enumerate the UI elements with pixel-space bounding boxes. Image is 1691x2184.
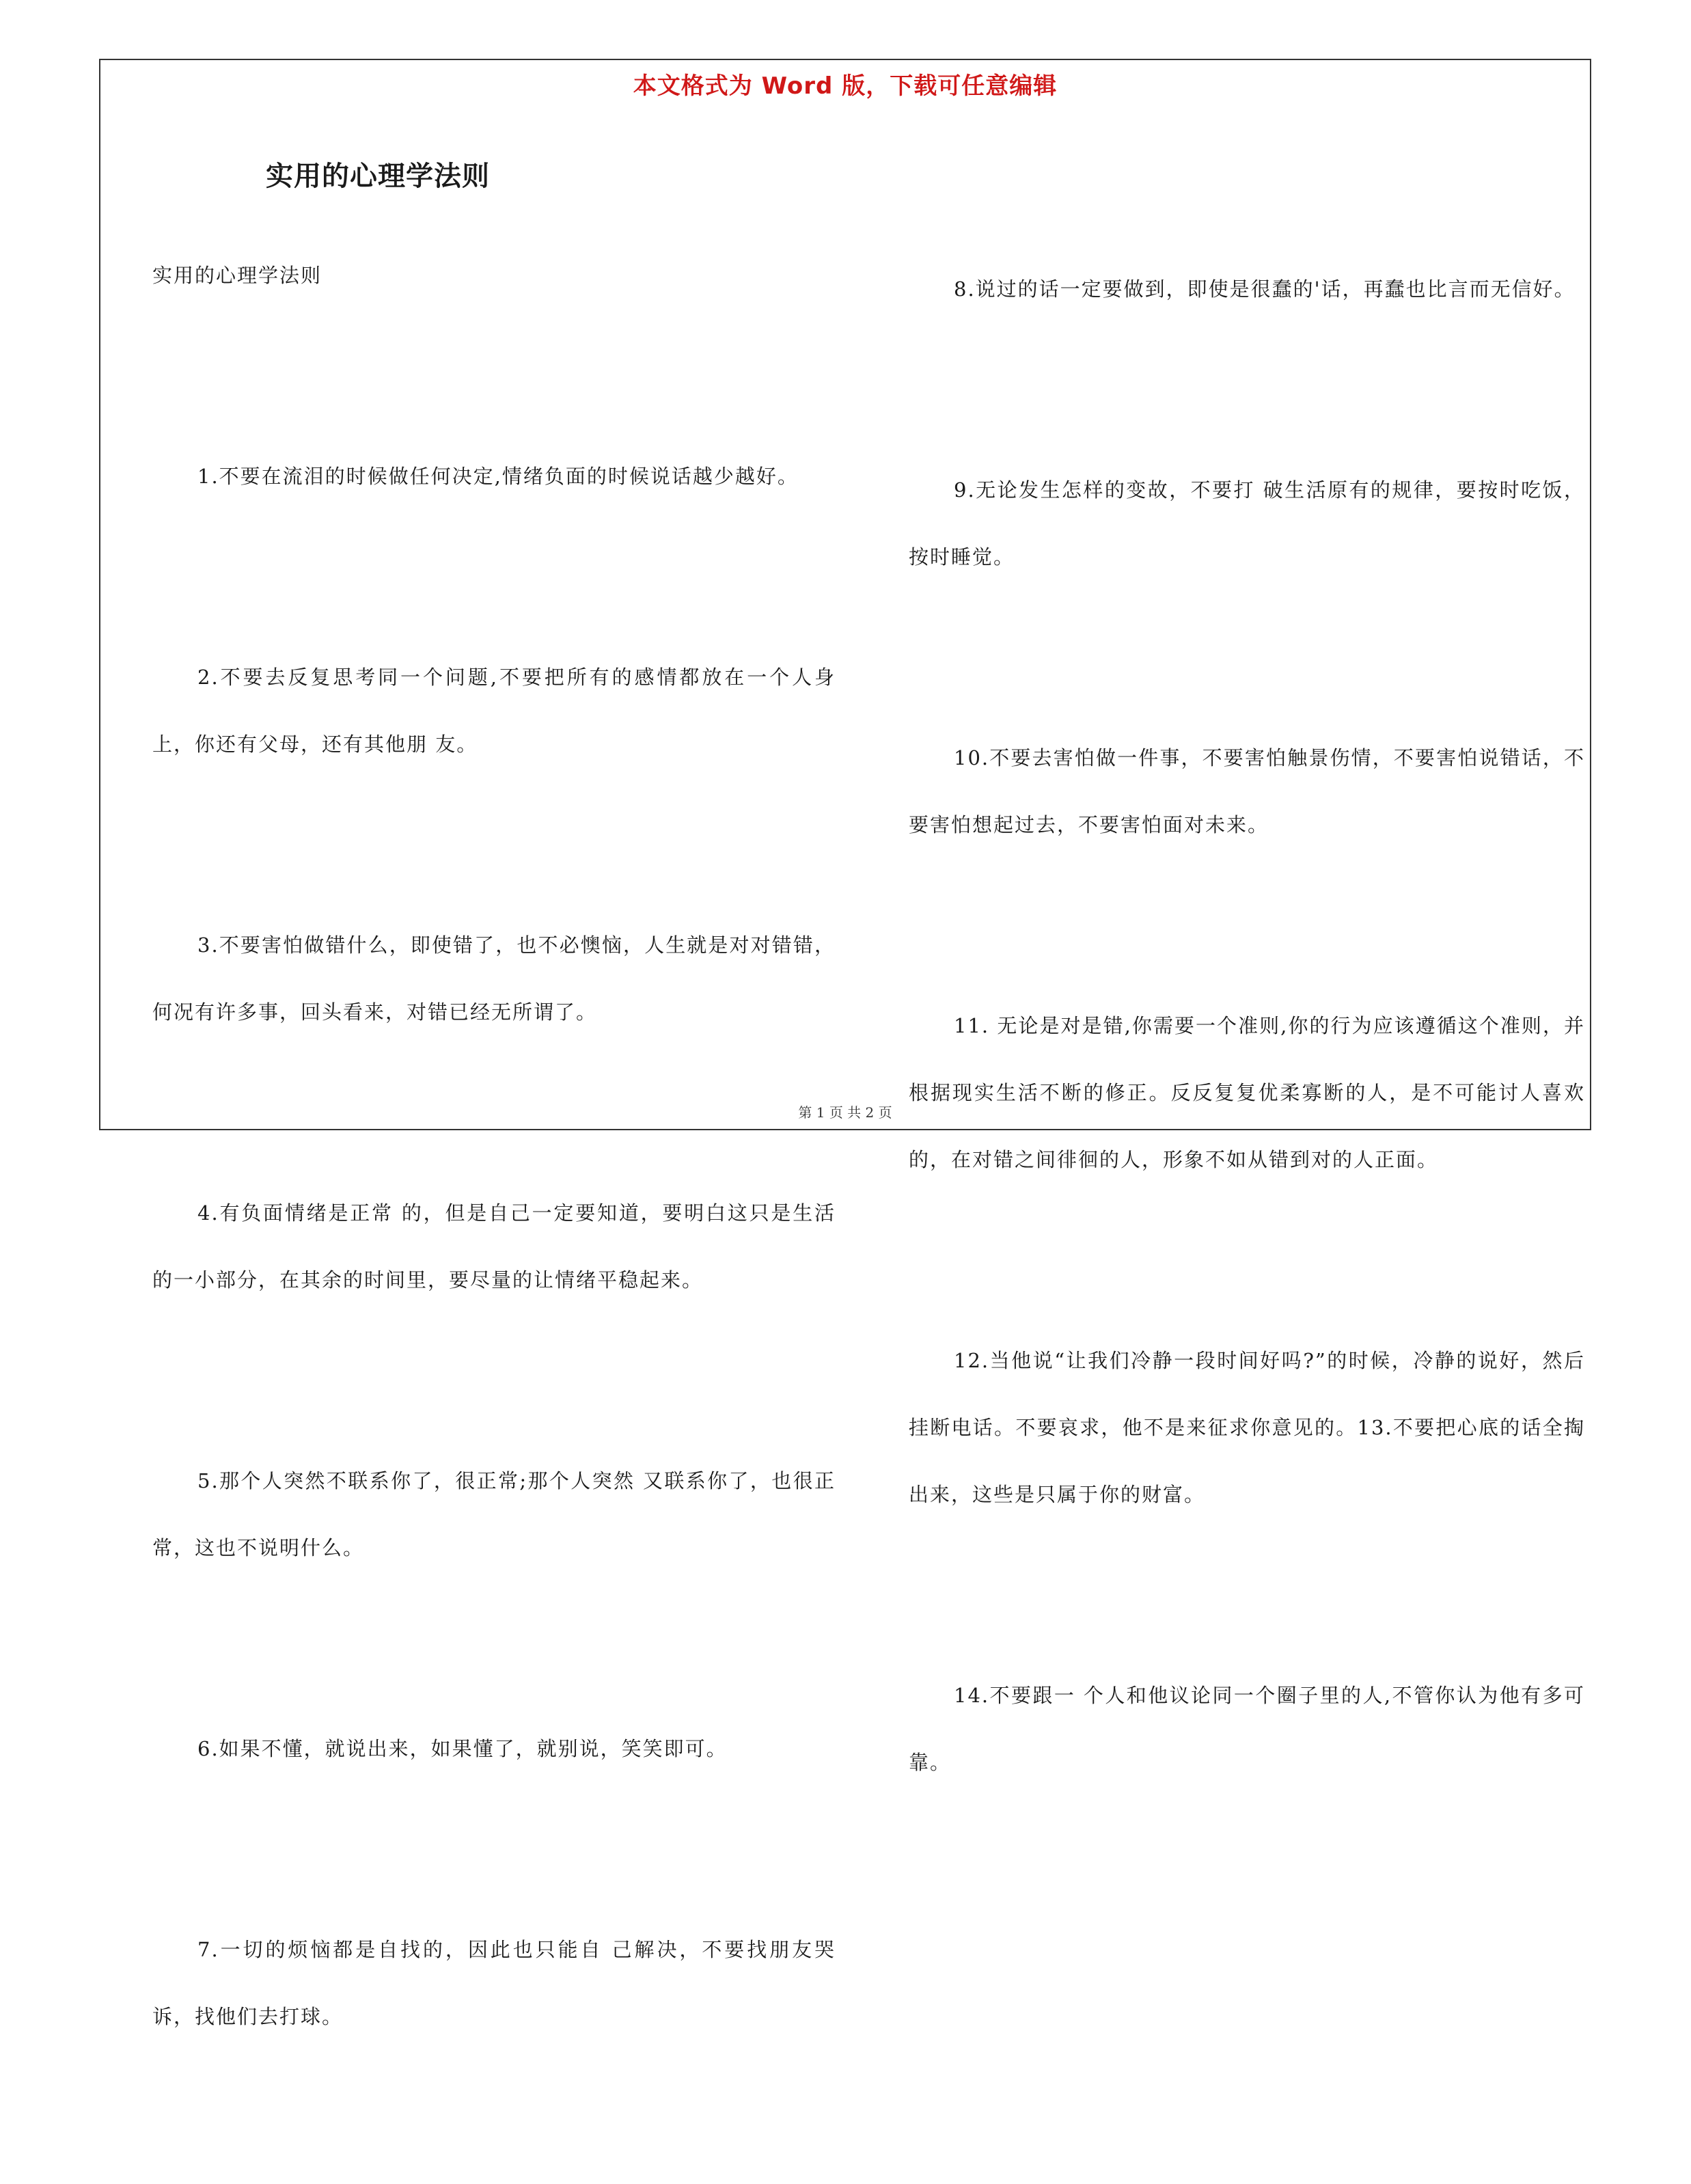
right-body [909, 122, 1585, 1930]
paragraph: 10.不要去害怕做一件事，不要害怕触景伤情，不要害怕说错话，不要害怕想起过去，不要害怕面对未来。 [909, 746, 1585, 836]
paragraph: 9.无论发生怎样的变故，不要打 破生活原有的规律，要按时吃饭，按时睡觉。 [909, 478, 1585, 569]
paragraph: 12.当他说“让我们冷静一段时间好吗?”的时候，冷静的说好，然后挂断电话。不要哀求，他不是来征求你意见的。13.不要把心底的话全掏出来，这些是只属于你的财富。 [909, 1349, 1585, 1506]
paragraph: 2.不要去反复思考同一个问题,不要把所有的感情都放在一个人身上，你还有父母，还有其他朋 友。 [152, 666, 836, 756]
left-body [152, 309, 836, 2184]
paragraph: 5.那个人突然不联系你了，很正常;那个人突然 又联系你了，也很正常，这也不说明什么。 [152, 1469, 836, 1559]
document-title: 实用的心理学法则 [266, 160, 490, 192]
page-frame [99, 59, 1591, 2028]
paragraph: 14.不要跟一 个人和他议论同一个圈子里的人,不管你认为他有多可靠。 [909, 1684, 1585, 1774]
document-subtitle: 实用的心理学法则 [152, 264, 322, 287]
paragraph: 11. 无论是对是错,你需要一个准则,你的行为应该遵循这个准则，并根据现实生活不断的修正。反反复复优柔寡断的人，是不可能讨人喜欢的，在对错之间徘徊的人，形象不如从错到对的人正面。 [909, 1014, 1585, 1171]
paragraph: 1.不要在流泪的时候做任何决定,情绪负面的时候说话越少越好。 [197, 465, 799, 488]
paragraph: 3.不要害怕做错什么，即使错了，也不必懊恼，人生就是对对错错，何况有许多事，回头看来，对错已经无所谓了。 [152, 933, 836, 1024]
page-footer: 第 1 页 共 2 页 [798, 1104, 892, 1121]
paragraph: 4.有负面情绪是正常 的，但是自己一定要知道，要明白这只是生活的一小部分，在其余的时间里，要尽量的让情绪平稳起来。 [152, 1201, 836, 1292]
paragraph: 7.一切的烦恼都是自找的，因此也只能自 己解决，不要找朋友哭诉，找他们去打球。 [152, 1938, 836, 2028]
format-banner: 本文格式为 Word 版，下载可任意编辑 [633, 72, 1058, 100]
paragraph: 6.如果不懂，就说出来，如果懂了，就别说，笑笑即可。 [197, 1737, 728, 1760]
paragraph: 8.说过的话一定要做到，即使是很蠢的'话，再蠢也比言而无信好。 [954, 277, 1576, 301]
